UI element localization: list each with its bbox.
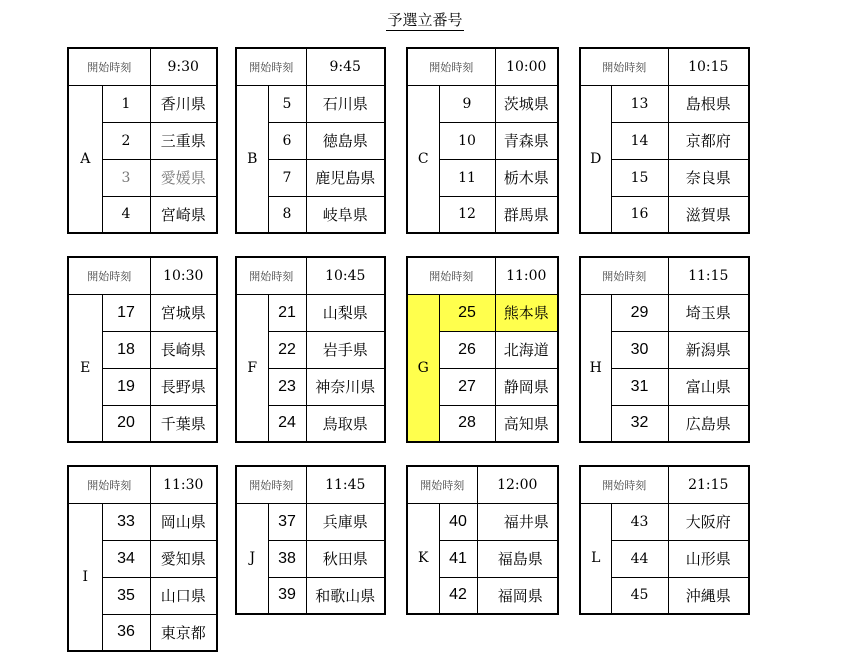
page-title: 予選立番号 (387, 11, 463, 29)
group-block-d (579, 47, 750, 234)
entry-number: 3 (102, 159, 150, 196)
start-time: 10:15 (668, 48, 749, 85)
prefecture-name: 愛媛県 (150, 159, 217, 196)
start-time: 12:00 (477, 466, 558, 503)
entry-number: 45 (611, 577, 668, 614)
prefecture-name: 京都府 (668, 122, 749, 159)
entry-number: 31 (611, 368, 668, 405)
prefecture-name: 鳥取県 (306, 405, 385, 442)
prefecture-name: 群馬県 (495, 196, 558, 233)
entry-number: 43 (611, 503, 668, 540)
prefecture-name: 静岡県 (495, 368, 558, 405)
start-time-label: 開始時刻 (68, 257, 150, 294)
start-time-label: 開始時刻 (407, 48, 495, 85)
entry-number: 44 (611, 540, 668, 577)
start-time: 11:45 (306, 466, 385, 503)
entry-number: 32 (611, 405, 668, 442)
start-time: 10:00 (495, 48, 558, 85)
entry-number: 38 (268, 540, 306, 577)
prefecture-name: 東京都 (150, 614, 217, 651)
prefecture-name: 神奈川県 (306, 368, 385, 405)
group-block-a (67, 47, 218, 234)
prefecture-name: 島根県 (668, 85, 749, 122)
start-time: 11:00 (495, 257, 558, 294)
start-time-label: 開始時刻 (236, 257, 306, 294)
start-time-label: 開始時刻 (407, 466, 477, 503)
prefecture-name: 山口県 (150, 577, 217, 614)
start-time-label: 開始時刻 (580, 48, 668, 85)
start-time-label: 開始時刻 (580, 257, 668, 294)
start-time-label: 開始時刻 (68, 466, 150, 503)
group-block-h (579, 256, 750, 443)
group-label: G (407, 294, 439, 442)
group-label: H (580, 294, 611, 442)
entry-number: 28 (439, 405, 495, 442)
prefecture-name: 宮城県 (150, 294, 217, 331)
entry-number: 26 (439, 331, 495, 368)
prefecture-name: 千葉県 (150, 405, 217, 442)
entry-number: 22 (268, 331, 306, 368)
start-time: 9:45 (306, 48, 385, 85)
group-block-e (67, 256, 218, 443)
start-time: 10:45 (306, 257, 385, 294)
entry-number: 6 (268, 122, 306, 159)
prefecture-name: 栃木県 (495, 159, 558, 196)
prefecture-name: 山梨県 (306, 294, 385, 331)
group-label: F (236, 294, 268, 442)
entry-number: 23 (268, 368, 306, 405)
start-time-label: 開始時刻 (580, 466, 668, 503)
prefecture-name: 香川県 (150, 85, 217, 122)
prefecture-name: 兵庫県 (306, 503, 385, 540)
entry-number: 36 (102, 614, 150, 651)
prefecture-name: 長野県 (150, 368, 217, 405)
entry-number: 11 (439, 159, 495, 196)
entry-number: 2 (102, 122, 150, 159)
entry-number: 37 (268, 503, 306, 540)
group-label: A (68, 85, 102, 233)
prefecture-name: 大阪府 (668, 503, 749, 540)
prefecture-name: 奈良県 (668, 159, 749, 196)
entry-number: 35 (102, 577, 150, 614)
group-label: K (407, 503, 439, 614)
entry-number: 1 (102, 85, 150, 122)
prefecture-name: 秋田県 (306, 540, 385, 577)
prefecture-name: 青森県 (495, 122, 558, 159)
prefecture-name: 三重県 (150, 122, 217, 159)
prefecture-name: 茨城県 (495, 85, 558, 122)
entry-number: 4 (102, 196, 150, 233)
prefecture-name: 新潟県 (668, 331, 749, 368)
start-time-label: 開始時刻 (68, 48, 150, 85)
entry-number: 29 (611, 294, 668, 331)
start-time-label: 開始時刻 (236, 466, 306, 503)
entry-number: 8 (268, 196, 306, 233)
prefecture-name: 鹿児島県 (306, 159, 385, 196)
entry-number: 24 (268, 405, 306, 442)
prefecture-name: 岐阜県 (306, 196, 385, 233)
entry-number: 39 (268, 577, 306, 614)
prefecture-name: 愛知県 (150, 540, 217, 577)
group-block-b (235, 47, 386, 234)
prefecture-name: 埼玉県 (668, 294, 749, 331)
prefecture-name: 高知県 (495, 405, 558, 442)
entry-number: 18 (102, 331, 150, 368)
entry-number: 25 (439, 294, 495, 331)
entry-number: 33 (102, 503, 150, 540)
start-time: 11:30 (150, 466, 217, 503)
start-time-label: 開始時刻 (407, 257, 495, 294)
entry-number: 9 (439, 85, 495, 122)
prefecture-name: 山形県 (668, 540, 749, 577)
prefecture-name: 福島県 (477, 540, 558, 577)
prefecture-name: 熊本県 (495, 294, 558, 331)
prefecture-name: 和歌山県 (306, 577, 385, 614)
entry-number: 19 (102, 368, 150, 405)
entry-number: 42 (439, 577, 477, 614)
group-label: J (236, 503, 268, 614)
prefecture-name: 北海道 (495, 331, 558, 368)
entry-number: 14 (611, 122, 668, 159)
group-block-k (406, 465, 559, 615)
group-label: L (580, 503, 611, 614)
entry-number: 15 (611, 159, 668, 196)
group-block-g (406, 256, 559, 443)
group-block-c (406, 47, 559, 234)
group-label: B (236, 85, 268, 233)
start-time: 21:15 (668, 466, 749, 503)
prefecture-name: 広島県 (668, 405, 749, 442)
prefecture-name: 沖縄県 (668, 577, 749, 614)
entry-number: 21 (268, 294, 306, 331)
group-block-l (579, 465, 750, 615)
group-label: I (68, 503, 102, 651)
entry-number: 40 (439, 503, 477, 540)
start-time-label: 開始時刻 (236, 48, 306, 85)
group-label: E (68, 294, 102, 442)
entry-number: 30 (611, 331, 668, 368)
start-time: 11:15 (668, 257, 749, 294)
group-label: D (580, 85, 611, 233)
prefecture-name: 岡山県 (150, 503, 217, 540)
entry-number: 27 (439, 368, 495, 405)
entry-number: 16 (611, 196, 668, 233)
prefecture-name: 石川県 (306, 85, 385, 122)
entry-number: 5 (268, 85, 306, 122)
group-block-i (67, 465, 218, 652)
start-time: 9:30 (150, 48, 217, 85)
entry-number: 34 (102, 540, 150, 577)
group-label: C (407, 85, 439, 233)
prefecture-name: 富山県 (668, 368, 749, 405)
prefecture-name: 福岡県 (477, 577, 558, 614)
group-block-j (235, 465, 386, 615)
prefecture-name: 滋賀県 (668, 196, 749, 233)
prefecture-name: 長崎県 (150, 331, 217, 368)
entry-number: 17 (102, 294, 150, 331)
entry-number: 13 (611, 85, 668, 122)
entry-number: 12 (439, 196, 495, 233)
entry-number: 20 (102, 405, 150, 442)
prefecture-name: 岩手県 (306, 331, 385, 368)
entry-number: 7 (268, 159, 306, 196)
entry-number: 10 (439, 122, 495, 159)
start-time: 10:30 (150, 257, 217, 294)
entry-number: 41 (439, 540, 477, 577)
prefecture-name: 宮崎県 (150, 196, 217, 233)
prefecture-name: 徳島県 (306, 122, 385, 159)
group-block-f (235, 256, 386, 443)
prefecture-name: 福井県 (477, 503, 558, 540)
